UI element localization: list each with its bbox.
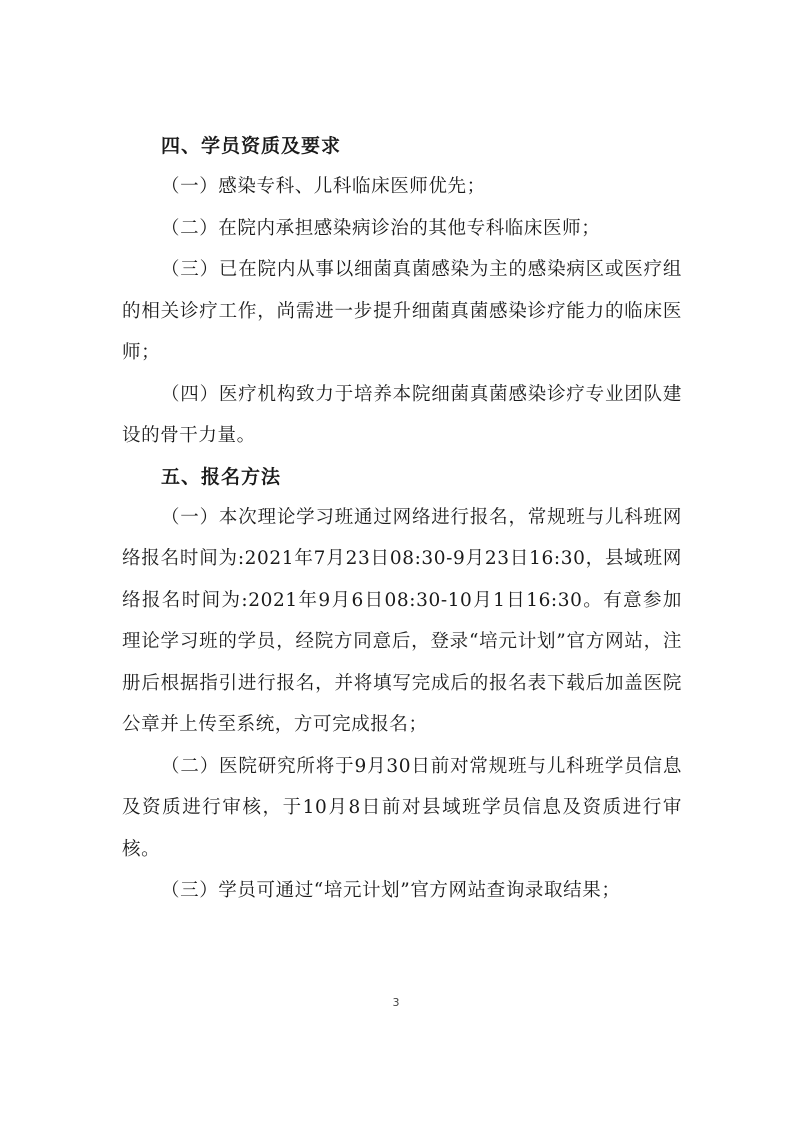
paragraph: （二）在院内承担感染病诊治的其他专科临床医师；	[161, 217, 601, 239]
section-heading-qualifications: 四、学员资质及要求	[161, 135, 342, 157]
paragraph: （一）感染专科、儿科临床医师优先；	[161, 176, 486, 197]
paragraph: （三）学员可通过“培元计划”官方网站查询录取结果；	[161, 880, 621, 901]
paragraph: （四）医疗机构致力于培养本院细菌真菌感染诊疗专业团队建设的骨干力量。	[122, 383, 682, 446]
paragraph: （一）本次理论学习班通过网络进行报名，常规班与儿科班网络报名时间为:2021年7月23日08:30-9月23日16:30，县域班网络报名时间为:2021年9月6日08:30-10月1日16:30。有意参加理论学习班的学员，经院方同意后，登录“培元计划”官方网站，注册后根据指引进行报名，并将填写完成后的报名表下载后加盖医院公章并上传至系统，方可完成报名；	[122, 506, 682, 735]
paragraph: （三）已在院内从事以细菌真菌感染为主的感染病区或医疗组的相关诊疗工作，尚需进一步提升细菌真菌感染诊疗能力的临床医师；	[122, 259, 682, 363]
document-body	[122, 126, 682, 912]
paragraph: （二）医院研究所将于9月30日前对常规班与儿科班学员信息及资质进行审核，于10月8日前对县域班学员信息及资质进行审核。	[122, 755, 682, 860]
section-heading-registration: 五、报名方法	[161, 465, 282, 488]
page-number: 3	[392, 996, 400, 1009]
